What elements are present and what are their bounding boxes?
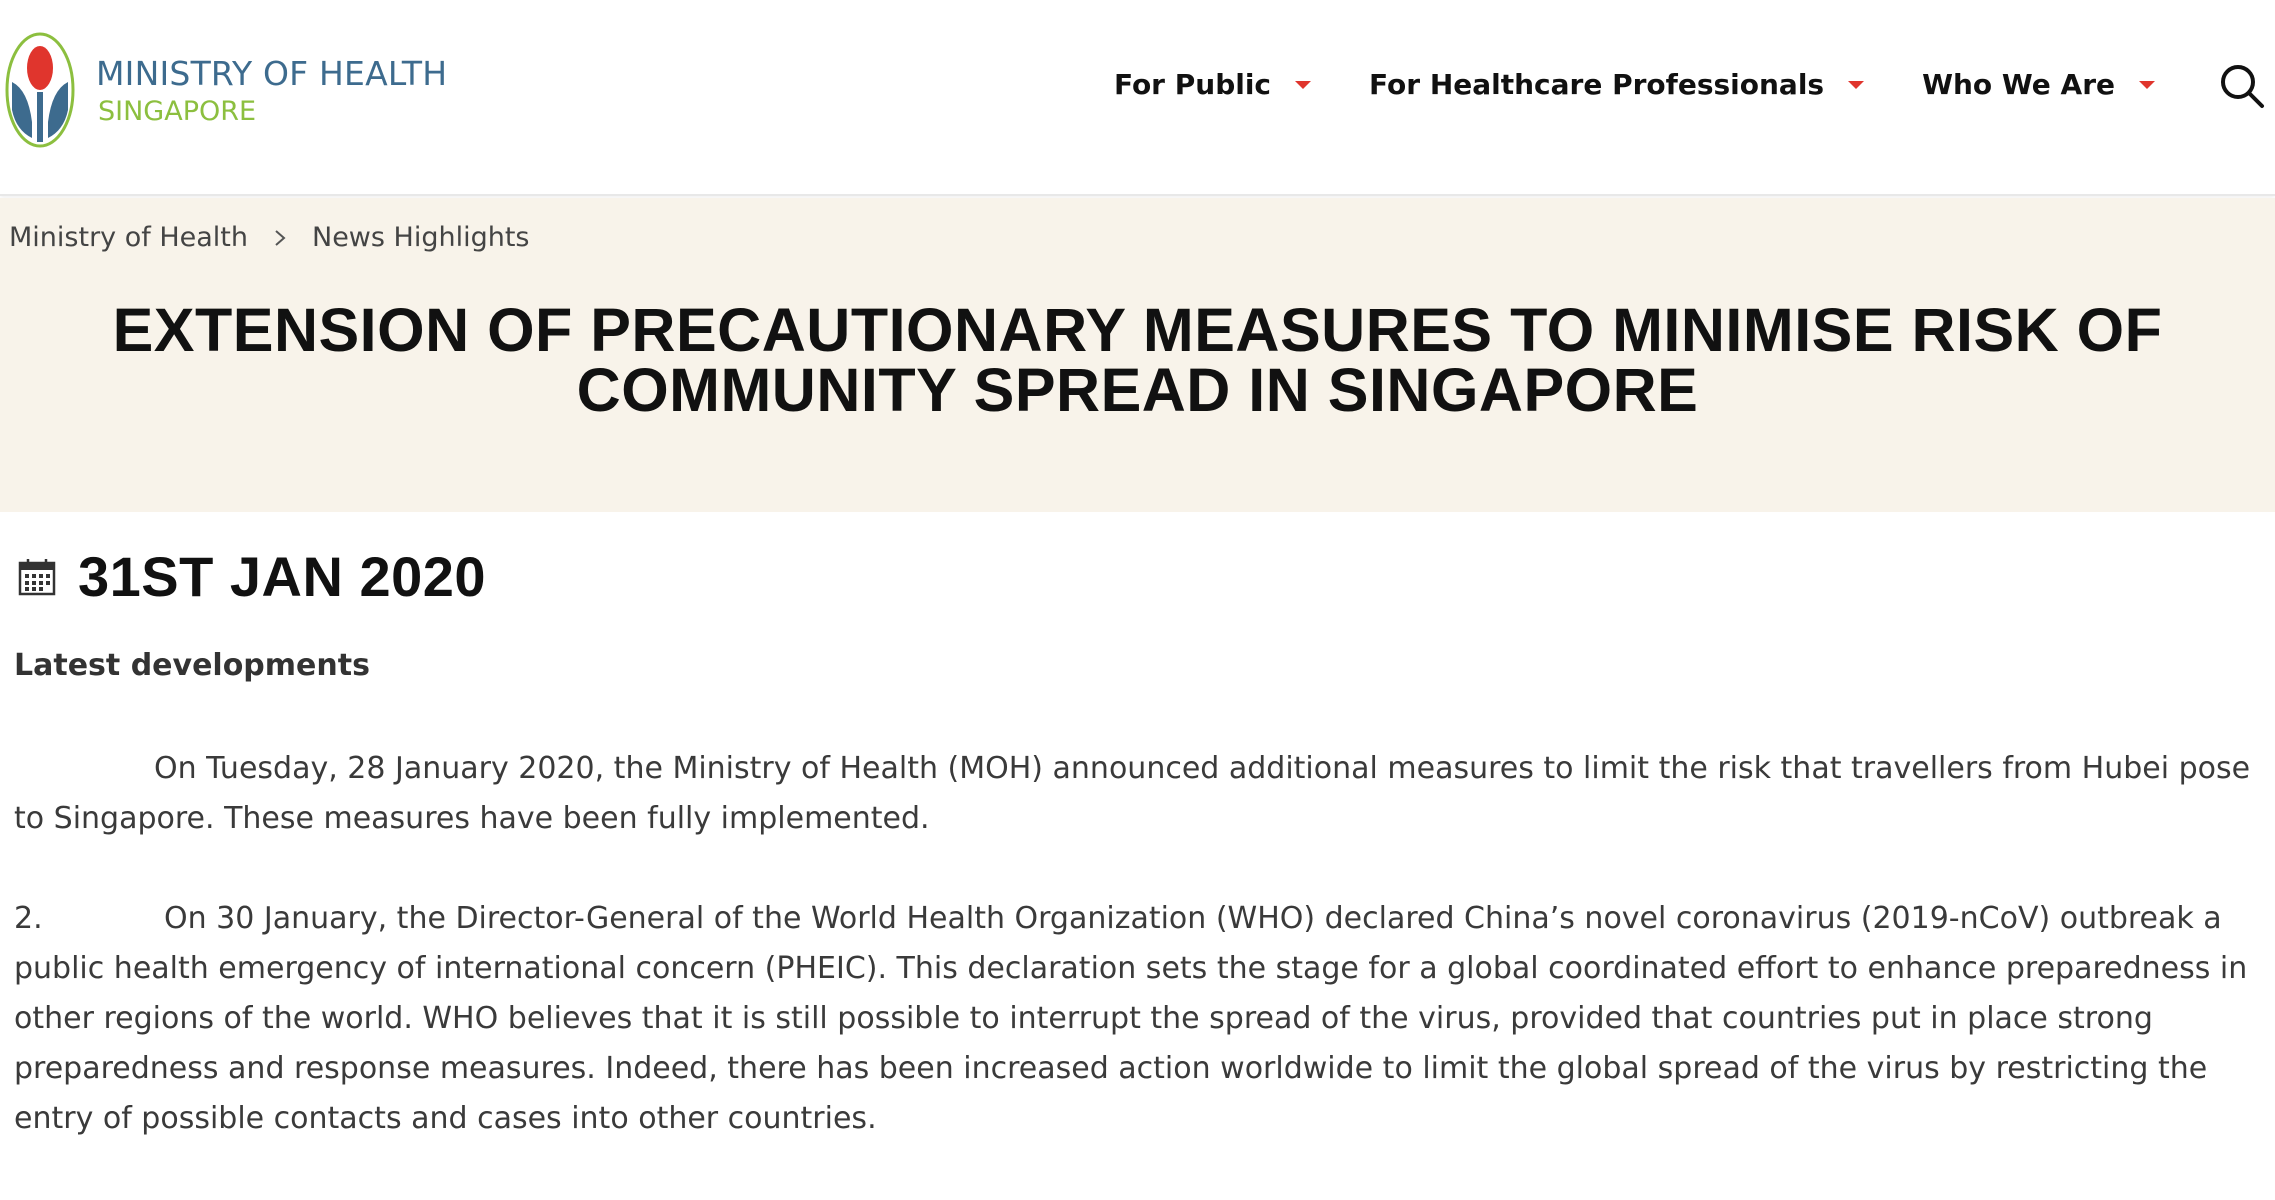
paragraph-text: On 30 January, the Director-General of the World Health Organization (WHO) declared China’s novel coronavirus (2019-nCoV) outbreak a public health emergency of international concern (PHEIC). This declaration sets the stage for a global coordinated effort to enhance preparedness in other regions of the world. WHO believes that it is still possible to interrupt the spread of the virus, provided that countries put in place strong preparedness and response measures. Indeed, there has been increased action worldwide to limit the global spread of the virus by restricting the entry of possible contacts and cases into other countries. — [14, 901, 2248, 1136]
site-header — [0, 0, 2275, 196]
section-heading: Latest developments — [14, 648, 370, 683]
caret-down-icon — [2139, 81, 2155, 89]
date-text: 31ST JAN 2020 — [78, 545, 487, 608]
nav-label: For Public — [1113, 68, 1272, 101]
page-title: EXTENSION OF PRECAUTIONARY MEASURES TO MINIMISE RISK OF COMMUNITY SPREAD IN SINGAPORE — [112, 296, 2163, 424]
page-banner — [0, 198, 2275, 512]
nav-for-healthcare-professionals[interactable] — [1369, 68, 1864, 101]
nav-label: For Healthcare Professionals — [1369, 68, 1825, 101]
chevron-right-icon — [270, 228, 290, 248]
nav-for-public[interactable] — [1114, 68, 1311, 101]
article-paragraph — [14, 744, 2264, 844]
article-date — [18, 544, 486, 609]
search-icon[interactable] — [2218, 62, 2266, 110]
breadcrumb-news-highlights[interactable]: News Highlights — [312, 222, 530, 253]
logo-title: MINISTRY OF HEALTH — [96, 54, 448, 93]
caret-down-icon — [1848, 81, 1864, 89]
calendar-icon — [18, 558, 56, 596]
nav-label: Who We Are — [1922, 68, 2115, 101]
main-nav — [1114, 68, 2155, 101]
article-paragraph — [14, 894, 2264, 1144]
paragraph-text: On Tuesday, 28 January 2020, the Ministry of Health (MOH) announced additional measures to limit the risk that travellers from Hubei pose to Singapore. These measures have been fully implemented. — [14, 751, 2251, 836]
logo-subtitle: SINGAPORE — [98, 96, 257, 127]
breadcrumb-ministry-of-health[interactable]: Ministry of Health — [9, 222, 248, 253]
moh-emblem-icon — [4, 30, 76, 150]
nav-who-we-are[interactable] — [1922, 68, 2155, 101]
caret-down-icon — [1295, 81, 1311, 89]
breadcrumb — [9, 222, 530, 253]
paragraph-number: 2. — [14, 901, 43, 936]
moh-logo[interactable] — [4, 30, 524, 150]
